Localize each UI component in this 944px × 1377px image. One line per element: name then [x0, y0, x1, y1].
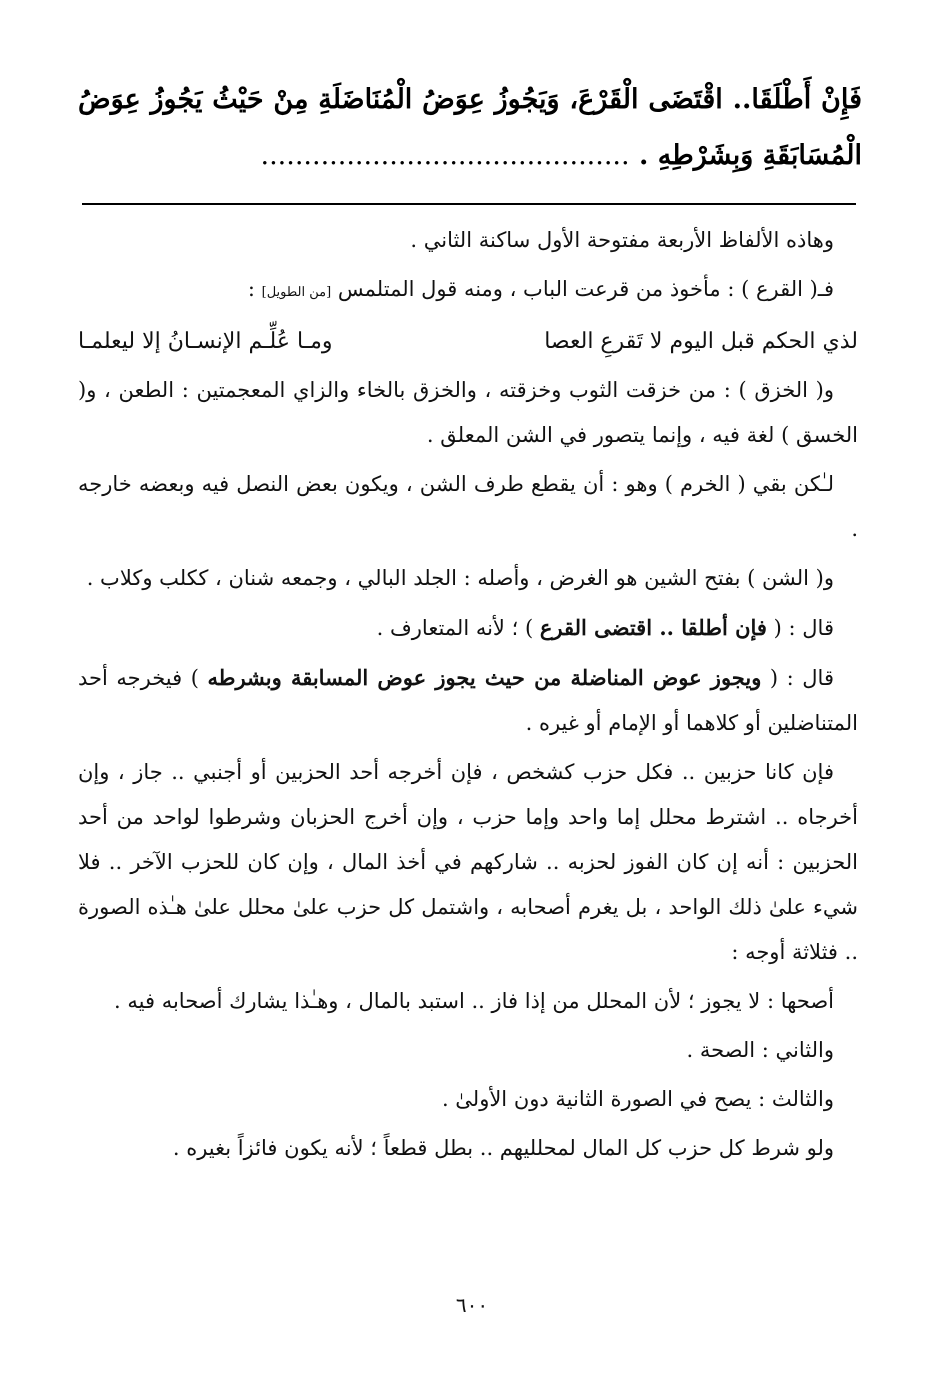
commentary-paragraph [78, 556, 858, 601]
paragraph-colon: : [247, 277, 255, 301]
meter-note: [من الطويل] [261, 285, 332, 300]
commentary-paragraph [78, 750, 858, 975]
commentary-paragraph [78, 655, 858, 746]
paragraph-text: لـٰكن بقي ( الخرم ) وهو : أن يقطع طرف الشن ، ويكون بعض النصل فيه وبعضه خارجه . [78, 472, 858, 541]
commentary-paragraph [78, 1077, 858, 1122]
commentary-paragraph [78, 1126, 858, 1171]
paragraph-text: أصحها : لا يجوز ؛ لأن المحلل من إذا فاز .. استبد بالمال ، وهـٰذا يشارك أصحابه فيه . [114, 989, 834, 1013]
paragraph-text: فـ( القرع ) : مأخوذ من قرعت الباب ، ومنه قول المتلمس [337, 277, 834, 301]
quote-close: ) ؛ لأنه المتعارف . [376, 616, 534, 640]
verse-second-hemistich: ومـا عُلِّـم الإنسـانُ إلا ليعلمـا [78, 329, 333, 354]
verse-first-hemistich: لذي الحكم قبل اليوم لا تَقرعِ العصا [544, 329, 858, 354]
paragraph-text: و( الخزق ) : من خزقت الثوب وخزقته ، والخزق بالخاء والزاي المعجمتين : الطعن ، و( الخسق ) لغة فيه ، وإنما يتصور في الشن المعلق . [78, 378, 858, 447]
quote-open: قال : ( [769, 666, 834, 690]
paragraph-text: والثاني : الصحة . [686, 1038, 834, 1062]
matn-text-block [78, 72, 862, 184]
commentary-paragraph [78, 462, 858, 552]
quoted-matn: ويجوز عوض المناضلة من حيث يجوز عوض المسابقة وبشرطه [207, 665, 762, 690]
commentary-paragraph [78, 605, 858, 651]
separator-rule [82, 203, 856, 205]
matn-dotted-filler: ........................................... [260, 140, 630, 171]
commentary-paragraph [78, 368, 858, 458]
commentary-paragraph [78, 979, 858, 1024]
paragraph-text: والثالث : يصح في الصورة الثانية دون الأولىٰ . [441, 1087, 834, 1111]
paragraph-text: و( الشن ) بفتح الشين هو الغرض ، وأصله : الجلد البالي ، وجمعه شنان ، ككلب وكلاب . [86, 566, 834, 590]
quote-close: ) فيخرجه أحد المتناضلين أو كلاهما أو الإمام أو غيره . [78, 666, 858, 735]
poetry-verse [78, 319, 858, 364]
page-number: ٦٠٠ [455, 1293, 489, 1317]
paragraph-text: وهاذه الألفاظ الأربعة مفتوحة الأول ساكنة الثاني . [410, 228, 834, 252]
commentary-paragraph [78, 267, 858, 315]
quote-open: قال : ( [773, 616, 834, 640]
paragraph-text: ولو شرط كل حزب كل المال لمحلليهم .. بطل قطعاً ؛ لأنه يكون فائزاً بغيره . [172, 1136, 834, 1160]
commentary-block [78, 218, 858, 1175]
quoted-matn: فإن أطلقا .. اقتضى القرع [539, 615, 767, 640]
commentary-paragraph [78, 218, 858, 263]
commentary-paragraph [78, 1028, 858, 1073]
paragraph-text: فإن كانا حزبين .. فكل حزب كشخص ، فإن أخرجه أحد الحزبين أو أجنبي .. جاز ، وإن أخرجاه .. اشترط محلل إما واحد وإما حزب ، وإن أخرج الحزبان وشرطوا لواحد من أحد الحزبين : أنه إن كان الفوز لحزبه .. شاركهم في أخذ المال ، وإن كان للحزب الآخر .. فلا شيء علىٰ ذلك الواحد ، بل يغرم أصحابه ، واشتمل كل حزب علىٰ محلل علىٰ هـٰذه الصورة .. فثلاثة أوجه : [78, 760, 858, 964]
matn-text: فَإِنْ أَطْلَقَا.. اقْتَضَى الْقَرْعَ، وَيَجُوزُ عِوَضُ الْمُنَاضَلَةِ مِنْ حَيْثُ يَجُوزُ عِوَضُ الْمُسَابَقَةِ وَبِشَرْطِهِ . [78, 84, 862, 171]
